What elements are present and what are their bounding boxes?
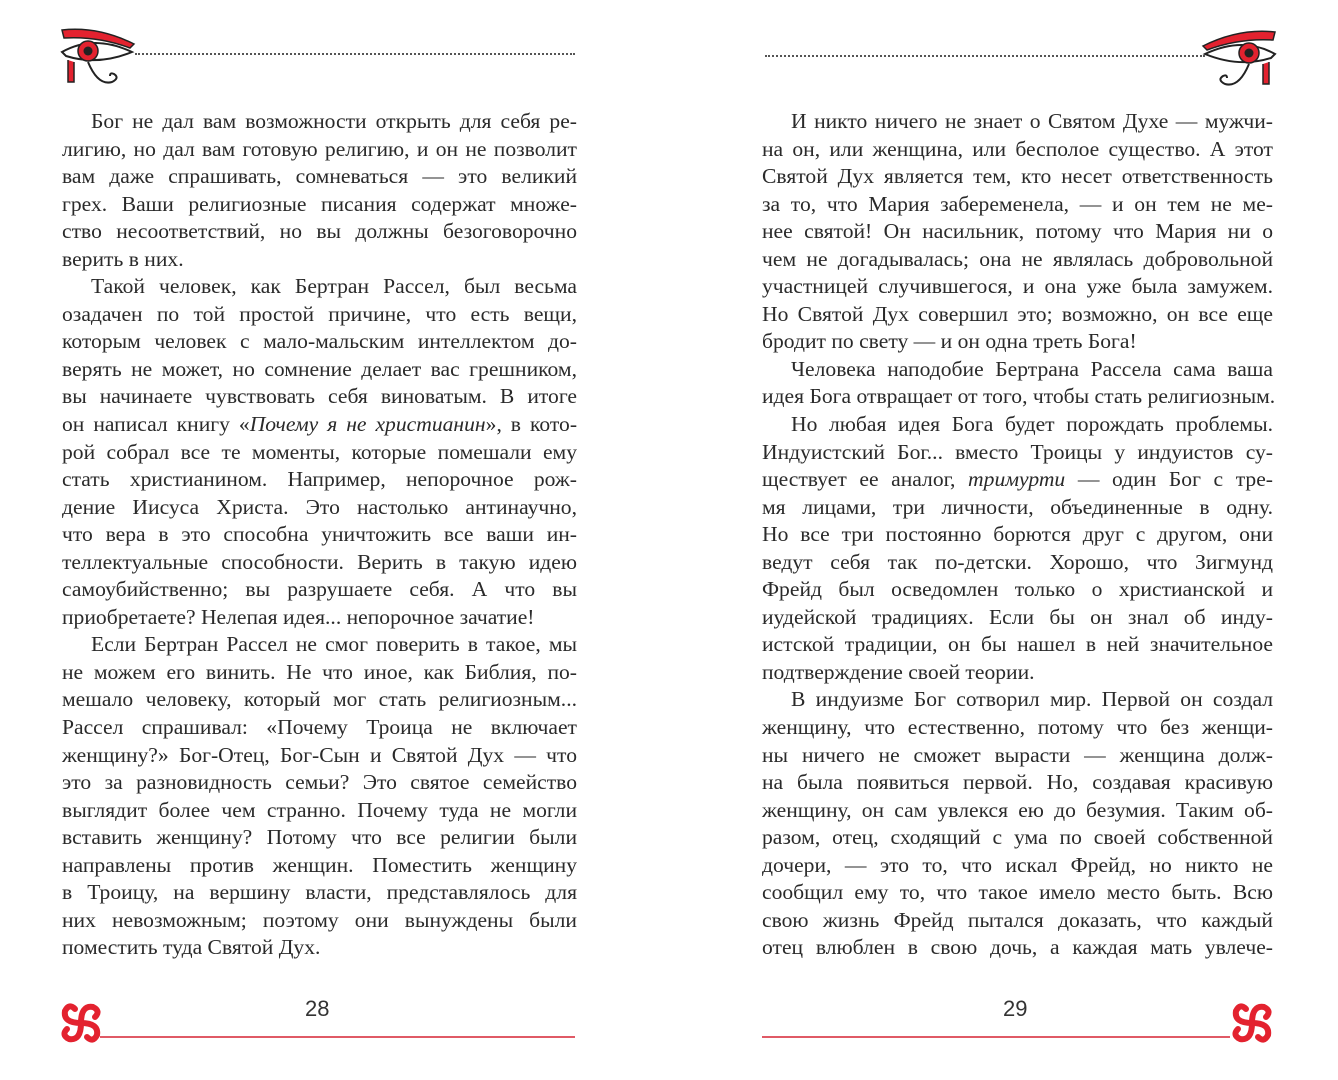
header-dotted-rule	[765, 55, 1205, 57]
text-line: что вера в это способна уничтожить все ваши ин-	[62, 522, 577, 547]
text-line	[762, 466, 1273, 494]
text-line: дение Иисуса Христа. Это настолько антинаучно,	[62, 494, 577, 519]
page-text	[762, 108, 1276, 962]
text-line: иудейской традициях. Если бы он знал об инду-	[762, 604, 1273, 629]
text-line: самоубийственно; вы разрушаете себя. А что вы	[62, 577, 577, 602]
text-segment: он написал книгу «	[62, 412, 250, 437]
text-line: Такой человек, как Бертран Рассел, был весьма	[91, 274, 577, 299]
text-line: мешало человеку, который мог стать религиозным...	[62, 687, 577, 712]
italic-title: тримурти	[968, 467, 1066, 492]
footer-rule	[762, 1036, 1230, 1038]
text-line: вставить женщину? Потому что все религии были	[62, 825, 577, 850]
text-line: вам даже спрашивать, сомневаться — это великий	[62, 164, 577, 189]
text-line: Но Святой Дух совершил это; возможно, он все еще	[762, 301, 1273, 326]
text-line: нее святой! Он насильник, потому что Мария ни о	[762, 219, 1273, 244]
text-line: которым человек с мало-мальским интеллектом до-	[62, 329, 577, 354]
eye-of-horus-icon	[58, 26, 136, 90]
header-dotted-rule	[135, 53, 575, 55]
text-line: выглядит более чем странно. Почему туда не могли	[62, 797, 577, 822]
text-line: верять не может, но сомнение делает вас грешником,	[62, 356, 577, 381]
text-line: ны ничего не сможет вырасти — женщина долж-	[762, 742, 1273, 767]
text-line: теллектуальные способности. Верить в такую идею	[62, 549, 577, 574]
text-line: И никто ничего не знает о Святом Духе — мужчи-	[791, 109, 1273, 133]
text-line: поместить туда Святой Дух.	[62, 935, 321, 960]
text-line: участницей случившегося, и она уже была замужем.	[762, 274, 1273, 299]
text-line	[62, 411, 577, 439]
page-text	[62, 108, 577, 962]
text-line: Человека наподобие Бертрана Рассела сама ваша	[791, 356, 1273, 381]
eye-of-horus-icon	[1201, 28, 1279, 92]
text-line: отец влюблен в свою дочь, а каждая мать увлече-	[762, 935, 1273, 960]
text-line: женщину, он сам увлекся ею до безумия. Таким об-	[762, 797, 1273, 822]
text-line: свою жизнь Фрейд пытался доказать, что каждый	[762, 907, 1273, 932]
italic-title: Почему я не христианин	[249, 412, 486, 437]
page-number: 29	[1003, 996, 1028, 1021]
text-line: женщину, что естественно, потому что без женщи-	[762, 715, 1273, 740]
text-line: сообщил ему то, что такое имело место быть. Всю	[762, 880, 1273, 905]
text-line: вы начинаете чувствовать себя виноватым. В итоге	[62, 384, 577, 409]
text-segment: », в кото-	[485, 412, 578, 437]
text-line: лигию, но дал вам готовую религию, и он не позволит	[62, 136, 577, 161]
text-line: идея Бога отвращает от того, чтобы стать религиозным.	[762, 384, 1276, 409]
text-line: Святой Дух является тем, кто несет ответственность	[762, 164, 1273, 189]
text-line: них невозможным; поэтому они вынуждены были	[62, 907, 577, 932]
text-line: озадачен по той простой причине, что есть вещи,	[62, 301, 577, 326]
text-line: в Троицу, на вершину власти, представлялось для	[62, 880, 577, 905]
text-line: дочери, — это то, что искал Фрейд, но никто не	[762, 852, 1273, 877]
text-line: ведут себя так по-детски. Хорошо, что Зигмунд	[762, 549, 1273, 574]
text-line: рой собрал все те моменты, которые помешали ему	[62, 439, 577, 464]
text-line: Рассел спрашивал: «Почему Троица не включает	[62, 715, 577, 740]
text-line: стать христианином. Например, непорочное рож-	[62, 467, 577, 492]
text-line: истской традиции, он бы нашел в ней значительное	[762, 632, 1273, 657]
footer-rule	[100, 1036, 575, 1038]
text-line: Индуистский Бог... вместо Троицы у индуистов су-	[762, 439, 1273, 464]
text-line: на была появиться первой. Но, создавая красивую	[762, 770, 1273, 795]
swirl-ornament-icon	[1228, 999, 1276, 1047]
text-line: грех. Ваши религиозные писания содержат множе-	[62, 191, 577, 216]
swirl-ornament-icon	[57, 999, 105, 1047]
text-line: верить в них.	[62, 246, 184, 271]
text-segment: — один Бог с тре-	[1065, 467, 1273, 492]
text-line: Если Бертран Рассел не смог поверить в такое, мы	[91, 632, 577, 657]
right-page	[669, 0, 1338, 1080]
text-line: не можем его винить. Не что иное, как Библия, по-	[62, 659, 577, 684]
text-line: Но все три постоянно борются друг с другом, они	[762, 522, 1273, 547]
text-line: направлены против женщин. Поместить женщину	[62, 852, 577, 877]
text-line: В индуизме Бог сотворил мир. Первой он создал	[791, 687, 1273, 712]
text-line: чем не догадывалась; она не являлась добровольной	[762, 246, 1273, 271]
text-line: это за разновидность семьи? Это святое семейство	[62, 770, 577, 795]
text-line: Бог не дал вам возможности открыть для себя ре-	[91, 109, 577, 133]
text-line: подтверждение своей теории.	[762, 659, 1035, 684]
text-line: Но любая идея Бога будет порождать проблемы.	[791, 412, 1273, 437]
page-number: 28	[305, 996, 330, 1021]
text-line: за то, что Мария забеременела, — и он тем не ме-	[762, 191, 1273, 216]
text-line: женщину?» Бог-Отец, Бог-Сын и Святой Дух — что	[62, 742, 577, 767]
text-line: бродит по свету — и он одна треть Бога!	[762, 329, 1137, 354]
text-line: мя лицами, три личности, объединенные в одну.	[762, 494, 1273, 519]
text-line: ство несоответствий, но вы должны безоговорочно	[62, 219, 577, 244]
text-line: разом, отец, сходящий с ума по своей собственной	[762, 825, 1273, 850]
text-line: Фрейд был осведомлен только о христианской и	[762, 577, 1273, 602]
text-segment: ществует ее аналог,	[762, 467, 969, 492]
text-line: на он, или женщина, или бесполое существо. А этот	[762, 136, 1273, 161]
text-line: приобретаете? Нелепая идея... непорочное зачатие!	[62, 604, 535, 629]
